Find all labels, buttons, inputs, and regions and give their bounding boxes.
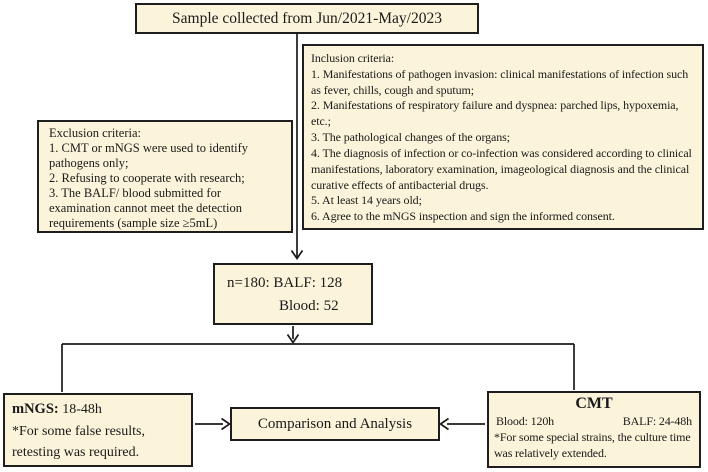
cmt-durations-row (494, 414, 694, 430)
sample-collected-text: Sample collected from Jun/2021-May/2023 (172, 9, 442, 27)
sample-collected-box (135, 3, 479, 34)
mngs-duration: 18-48h (58, 402, 102, 417)
exclusion-item-1: 1. CMT or mNGS were used to identify pathogens only; (49, 141, 249, 170)
cmt-title: CMT (575, 395, 613, 412)
inclusion-item-2: 2. Manifestations of respiratory failure and dyspnea: parched lips, hypoxemia, etc.; (311, 98, 679, 129)
inclusion-item-3: 3. The pathological changes of the organs; (311, 130, 510, 145)
cmt-box (487, 391, 701, 468)
inclusion-criteria-title: Inclusion criteria: (311, 51, 395, 65)
mngs-label: mNGS: (12, 401, 59, 417)
cmt-note: *For some special strains, the culture time was relatively extended. (494, 429, 691, 460)
mngs-note: *For some false results, retesting was required. (12, 423, 145, 461)
inclusion-item-4: 4. The diagnosis of infection or co-infection was considered according to clinical manifestations, laboratory examination, imageological diagnosis and the clinical curative effects of antibacterial drugs. (311, 145, 692, 192)
inclusion-item-1: 1. Manifestations of pathogen invasion: clinical manifestations of infection such as fever, chills, cough and sputum; (311, 66, 689, 97)
inclusion-criteria-box (302, 44, 704, 230)
cohort-size-box (213, 263, 373, 325)
exclusion-criteria-title: Exclusion criteria: (49, 126, 141, 140)
comparison-analysis-text: Comparison and Analysis (257, 415, 413, 432)
exclusion-item-2: 2. Refusing to cooperate with research; (49, 171, 245, 185)
inclusion-item-5: 5. At least 14 years old; (311, 193, 422, 208)
mngs-turnaround-line (12, 398, 184, 421)
comparison-analysis-box (230, 407, 440, 441)
cmt-blood-duration: Blood: 120h (496, 414, 555, 428)
cohort-blood-count: Blood: 52 (279, 298, 339, 315)
inclusion-item-6: 6. Agree to the mNGS inspection and sign the informed consent. (311, 209, 615, 224)
exclusion-criteria-box (37, 120, 293, 233)
exclusion-item-3: 3. The BALF/ blood submitted for examination cannot meet the detection requirements (sample size ≥5mL) (49, 186, 242, 230)
mngs-box (3, 393, 193, 467)
cohort-balf-count: n=180: BALF: 128 (227, 275, 343, 291)
cmt-balf-duration: BALF: 24-48h (622, 414, 692, 428)
